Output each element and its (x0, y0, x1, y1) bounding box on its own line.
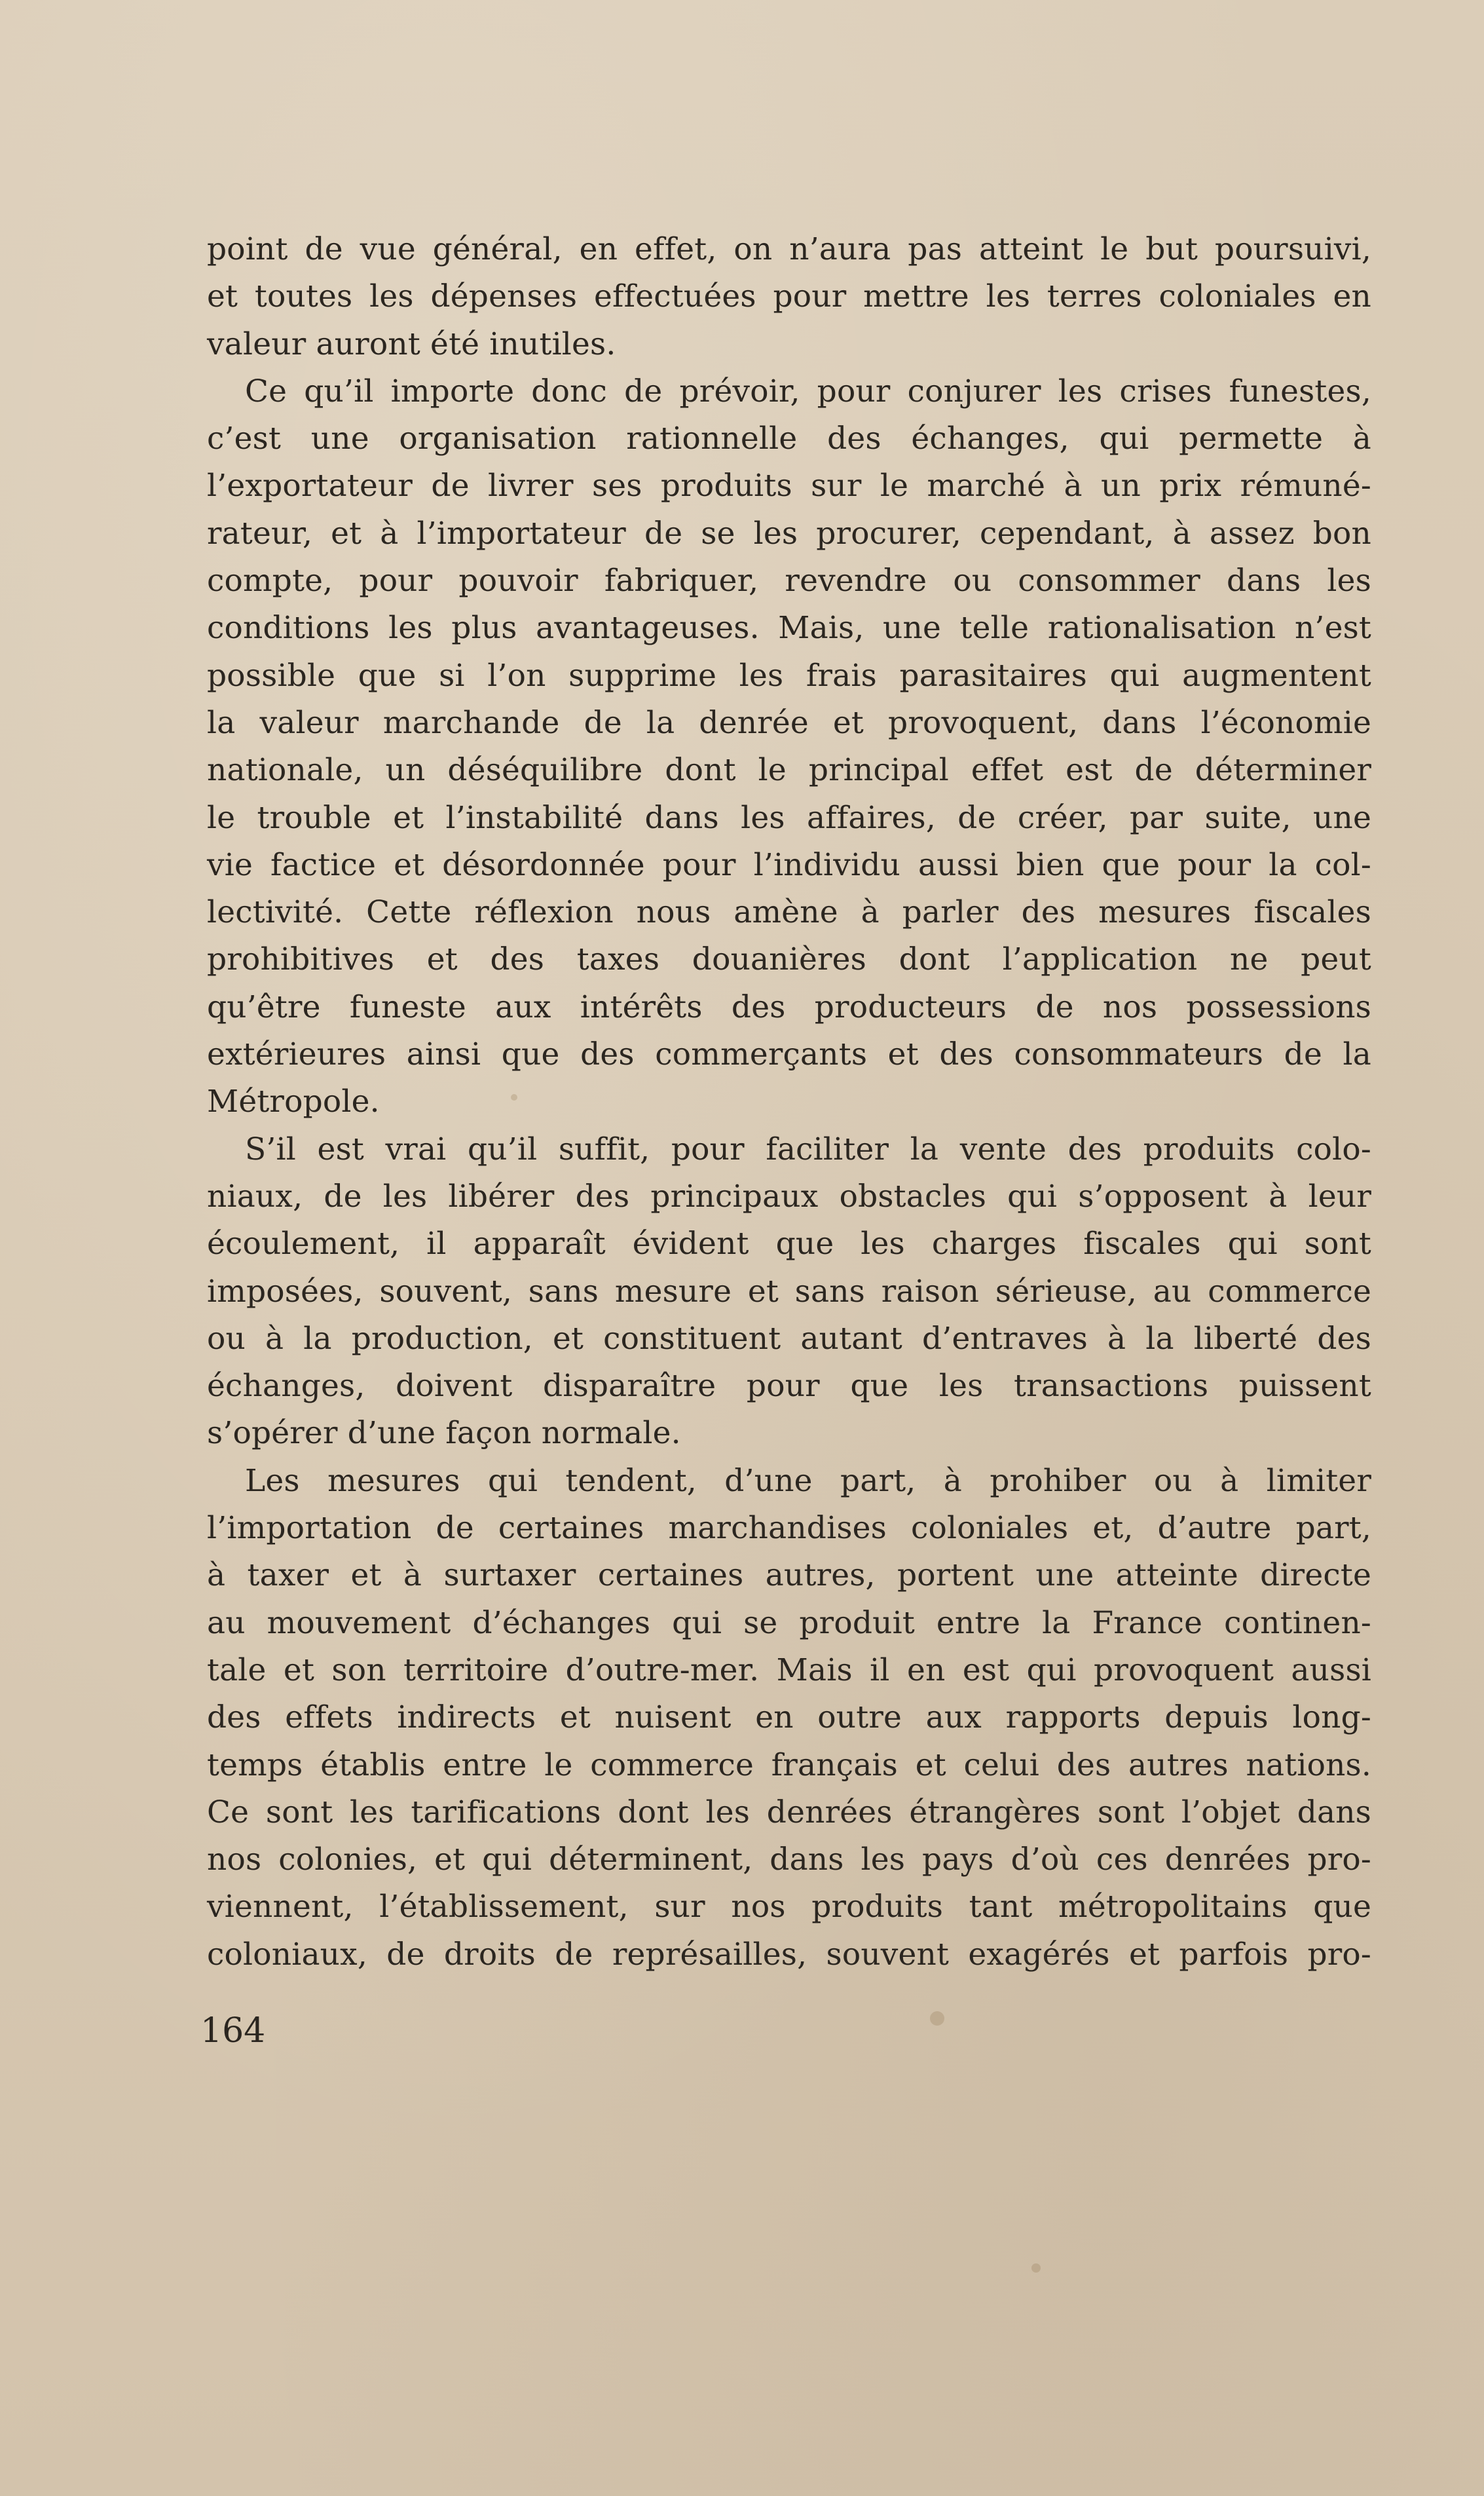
text-line: nationale, un déséquilibre dont le principal effet est de déterminer (207, 752, 1371, 789)
text-line: conditions les plus avantageuses. Mais, une telle rationalisation n’est (207, 610, 1371, 647)
text-line: au mouvement d’échanges qui se produit entre la France continen- (207, 1604, 1371, 1641)
text-line: nos colonies, et qui déterminent, dans les pays d’où ces denrées pro- (207, 1842, 1371, 1878)
text-line: la valeur marchande de la denrée et provoquent, dans l’économie (207, 704, 1371, 741)
text-line: temps établis entre le commerce français et celui des autres nations. (207, 1747, 1371, 1783)
text-line: viennent, l’établissement, sur nos produits tant métropolitains que (207, 1889, 1371, 1925)
text-line: point de vue général, en effet, on n’aura pas atteint le but poursuivi, (207, 231, 1371, 267)
text-line: prohibitives et des taxes douanières dont l’application ne peut (207, 941, 1371, 978)
text-line: niaux, de les libérer des principaux obstacles qui s’opposent à leur (207, 1178, 1371, 1215)
text-line: et toutes les dépenses effectuées pour mettre les terres coloniales en (207, 278, 1371, 315)
text-line: s’opérer d’une façon normale. (207, 1415, 681, 1452)
paper-stain (1031, 2263, 1041, 2273)
text-line: extérieures ainsi que des commerçants et des consommateurs de la (207, 1036, 1371, 1073)
text-line: S’il est vrai qu’il suffit, pour faciliter la vente des produits colo- (245, 1131, 1371, 1167)
text-line: lectivité. Cette réflexion nous amène à parler des mesures fiscales (207, 894, 1371, 931)
text-line: vie factice et désordonnée pour l’individu aussi bien que pour la col- (207, 846, 1371, 883)
text-line: Ce sont les tarifications dont les denrées étrangères sont l’objet dans (207, 1794, 1371, 1830)
text-line: rateur, et à l’importateur de se les procurer, cependant, à assez bon (207, 515, 1371, 552)
text-line: Les mesures qui tendent, d’une part, à prohiber ou à limiter (245, 1462, 1371, 1499)
text-line: coloniaux, de droits de représailles, souvent exagérés et parfois pro- (207, 1936, 1371, 1973)
text-line: échanges, doivent disparaître pour que les transactions puissent (207, 1368, 1371, 1405)
text-line: à taxer et à surtaxer certaines autres, portent une atteinte directe (207, 1557, 1371, 1594)
text-line: l’importation de certaines marchandises coloniales et, d’autre part, (207, 1510, 1371, 1547)
text-line: possible que si l’on supprime les frais parasitaires qui augmentent (207, 657, 1371, 694)
text-line: Ce qu’il importe donc de prévoir, pour conjurer les crises funestes, (245, 373, 1371, 409)
text-line: des effets indirects et nuisent en outre aux rapports depuis long- (207, 1699, 1371, 1736)
text-line: c’est une organisation rationnelle des échanges, qui permette à (207, 421, 1371, 457)
text-line: le trouble et l’instabilité dans les affaires, de créer, par suite, une (207, 799, 1371, 836)
text-line: ou à la production, et constituent autant d’entraves à la liberté des (207, 1320, 1371, 1357)
text-line: écoulement, il apparaît évident que les charges fiscales qui sont (207, 1226, 1371, 1262)
page-number: 164 (200, 2011, 266, 2051)
text-line: Métropole. (207, 1084, 380, 1120)
text-line: valeur auront été inutiles. (207, 326, 616, 362)
body-text (207, 226, 1371, 1978)
text-line: compte, pour pouvoir fabriquer, revendre ou consommer dans les (207, 563, 1371, 599)
text-line: imposées, souvent, sans mesure et sans raison sérieuse, au commerce (207, 1273, 1371, 1310)
text-line: tale et son territoire d’outre-mer. Mais il en est qui provoquent aussi (207, 1652, 1371, 1688)
text-line: qu’être funeste aux intérêts des producteurs de nos possessions (207, 989, 1371, 1025)
text-line: l’exportateur de livrer ses produits sur le marché à un prix rémuné- (207, 468, 1371, 504)
paper-stain (930, 2011, 944, 2026)
